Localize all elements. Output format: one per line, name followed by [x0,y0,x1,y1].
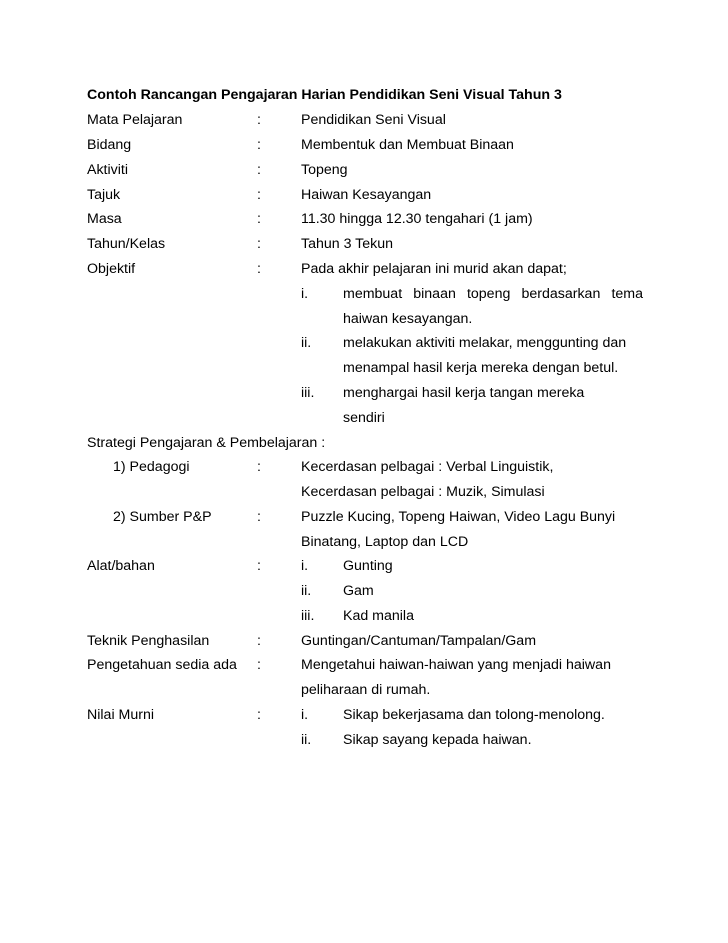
objektif-item-text-cont: menampal hasil kerja mereka dengan betul. [343,360,619,376]
nilai-murni-item-number: ii. [301,732,312,748]
colon-separator: : [257,236,261,252]
colon-separator: : [257,633,261,649]
colon-separator: : [257,509,261,525]
pedagogi-value: Kecerdasan pelbagai : Verbal Linguistik, [301,459,554,475]
colon-separator: : [257,657,261,673]
objektif-item-text-cont: haiwan kesayangan. [343,311,473,327]
colon-separator: : [257,459,261,475]
strategi-heading: Strategi Pengajaran & Pembelajaran : [87,435,326,451]
sumber-label: 2) Sumber P&P [113,509,212,525]
tahun-kelas-value: Tahun 3 Tekun [301,236,394,252]
pengetahuan-value-cont: peliharaan di rumah. [301,682,431,698]
bidang-value: Membentuk dan Membuat Binaan [301,137,514,153]
sumber-value-cont: Binatang, Laptop dan LCD [301,534,469,550]
colon-separator: : [257,187,261,203]
alat-bahan-item-number: ii. [301,583,312,599]
colon-separator: : [257,261,261,277]
objektif-item-number: ii. [301,335,312,351]
teknik-penghasilan-label: Teknik Penghasilan [87,633,210,649]
nilai-murni-item-number: i. [301,707,309,723]
sumber-value: Puzzle Kucing, Topeng Haiwan, Video Lagu Bunyi [301,509,616,525]
objektif-item-text: melakukan aktiviti melakar, menggunting dan [343,335,627,351]
nilai-murni-label: Nilai Murni [87,707,155,723]
objektif-item-text: membuat binaan topeng berdasarkan tema [343,286,643,302]
colon-separator: : [257,558,261,574]
alat-bahan-item-number: iii. [301,608,315,624]
objektif-item-text-cont: sendiri [343,410,385,426]
colon-separator: : [257,707,261,723]
masa-value: 11.30 hingga 12.30 tengahari (1 jam) [301,211,533,227]
alat-bahan-item-text: Gam [343,583,374,599]
pedagogi-label: 1) Pedagogi [113,459,190,475]
mata-pelajaran-value: Pendidikan Seni Visual [301,112,446,128]
masa-label: Masa [87,211,122,227]
document-title: Contoh Rancangan Pengajaran Harian Pendidikan Seni Visual Tahun 3 [87,87,562,103]
tajuk-value: Haiwan Kesayangan [301,187,432,203]
colon-separator: : [257,211,261,227]
alat-bahan-item-text: Gunting [343,558,393,574]
nilai-murni-item-text: Sikap bekerjasama dan tolong-menolong. [343,707,605,723]
aktiviti-value: Topeng [301,162,348,178]
pedagogi-value-cont: Kecerdasan pelbagai : Muzik, Simulasi [301,484,545,500]
nilai-murni-item-text: Sikap sayang kepada haiwan. [343,732,532,748]
objektif-label: Objektif [87,261,136,277]
aktiviti-label: Aktiviti [87,162,128,178]
tajuk-label: Tajuk [87,187,121,203]
objektif-intro: Pada akhir pelajaran ini murid akan dapat; [301,261,567,277]
objektif-item-text: menghargai hasil kerja tangan mereka [343,385,585,401]
mata-pelajaran-label: Mata Pelajaran [87,112,183,128]
tahun-kelas-label: Tahun/Kelas [87,236,166,252]
teknik-penghasilan-value: Guntingan/Cantuman/Tampalan/Gam [301,633,537,649]
alat-bahan-item-text: Kad manila [343,608,414,624]
alat-bahan-item-number: i. [301,558,309,574]
colon-separator: : [257,112,261,128]
pengetahuan-label: Pengetahuan sedia ada [87,657,237,673]
pengetahuan-value: Mengetahui haiwan-haiwan yang menjadi haiwan [301,657,611,673]
bidang-label: Bidang [87,137,132,153]
objektif-item-number: i. [301,286,309,302]
colon-separator: : [257,137,261,153]
alat-bahan-label: Alat/bahan [87,558,155,574]
objektif-item-number: iii. [301,385,315,401]
colon-separator: : [257,162,261,178]
